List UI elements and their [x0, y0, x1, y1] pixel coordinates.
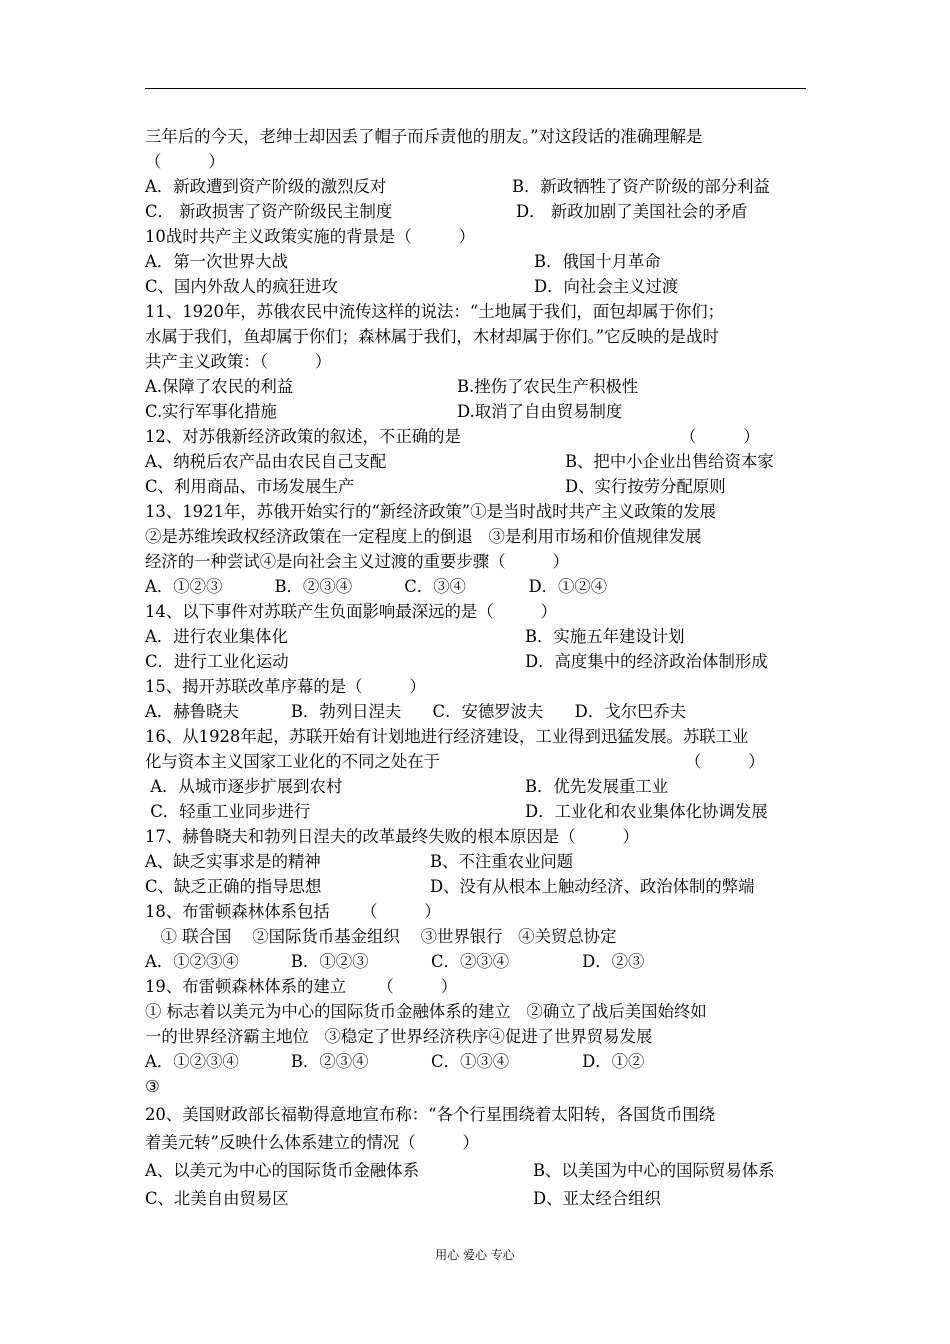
text-line: A．①②③④ B．①②③ C．②③④ D．②③: [145, 952, 645, 971]
text-line: ②是苏维埃政权经济政策在一定程度上的倒退 ③是利用市场和价值规律发展: [145, 527, 702, 546]
option-line: B、以美国为中心的国际贸易体系: [533, 1161, 775, 1180]
option-line: B.挫伤了农民生产积极性: [457, 377, 639, 396]
option-line: D.取消了自由贸易制度: [457, 402, 623, 421]
option-line: B、把中小企业出售给资本家: [565, 452, 774, 471]
page-footer: 用心 爱心 专心: [435, 1248, 515, 1262]
option-line: A．进行农业集体化: [145, 627, 288, 646]
text-line: （ ）: [145, 152, 225, 171]
text-line: ① 联合国 ②国际货币基金组织 ③世界银行 ④关贸总协定: [145, 927, 617, 946]
option-line: B．新政牺牲了资产阶级的部分利益: [512, 177, 770, 196]
text-line: 14、以下事件对苏联产生负面影响最深远的是（ ）: [145, 602, 557, 621]
text-line: ① 标志着以美元为中心的国际货币金融体系的建立 ②确立了战后美国始终如: [145, 1002, 707, 1021]
option-line: C、缺乏正确的指导思想: [145, 877, 322, 896]
text-line: 15、揭开苏联改革序幕的是（ ）: [145, 677, 426, 696]
option-line: D．高度集中的经济政治体制形成: [525, 652, 768, 671]
option-line: B．优先发展重工业: [525, 777, 669, 796]
option-line: A、纳税后农产品由农民自己支配: [145, 452, 387, 471]
text-line: ③: [145, 1077, 160, 1096]
text-line: A．①②③④ B．②③④ C．①③④ D．①②: [145, 1052, 645, 1071]
option-line: D．工业化和农业集体化协调发展: [525, 802, 768, 821]
option-line: （ ）: [685, 752, 765, 771]
text-line: 10战时共产主义政策实施的背景是（ ）: [145, 227, 475, 246]
option-line: C、北美自由贸易区: [145, 1189, 289, 1208]
text-line: 水属于我们，鱼却属于你们；森林属于我们，木材却属于你们。”它反映的是战时: [145, 327, 719, 346]
option-line: 化与资本主义国家工业化的不同之处在于: [145, 752, 441, 771]
text-line: 着美元转”反映什么体系建立的情况（ ）: [145, 1133, 479, 1152]
option-line: D、亚太经合组织: [533, 1189, 661, 1208]
option-line: A.保障了农民的利益: [145, 377, 294, 396]
option-line: C、利用商品、市场发展生产: [145, 477, 355, 496]
option-line: A．从城市逐步扩展到农村: [145, 777, 343, 796]
text-line: 共产主义政策：（ ）: [145, 352, 332, 371]
option-line: C．轻重工业同步进行: [145, 802, 311, 821]
text-line: 三年后的今天，老绅士却因丢了帽子而斥责他的朋友。”对这段话的准确理解是: [145, 127, 703, 146]
option-line: C、国内外敌人的疯狂进攻: [145, 277, 338, 296]
text-line: 一的世界经济霸主地位 ③稳定了世界经济秩序④促进了世界贸易发展: [145, 1027, 653, 1046]
option-line: A．第一次世界大战: [145, 252, 288, 271]
text-line: 经济的一种尝试④是向社会主义过渡的重要步骤（ ）: [145, 552, 569, 571]
text-line: 17、赫鲁晓夫和勃列日涅夫的改革最终失败的根本原因是（ ）: [145, 827, 639, 846]
option-line: B．实施五年建设计划: [525, 627, 685, 646]
text-line: A．①②③ B．②③④ C．③④ D．①②④: [145, 577, 608, 596]
option-line: A、缺乏实事求是的精神: [145, 852, 321, 871]
text-line: 18、布雷顿森林体系包括 （ ）: [145, 902, 441, 921]
option-line: A．新政遭到资产阶级的激烈反对: [145, 177, 387, 196]
text-line: 13、1921年，苏俄开始实行的“新经济政策”①是当时战时共产主义政策的发展: [145, 502, 717, 521]
option-line: B．俄国十月革命: [534, 252, 661, 271]
text-line: 11、1920年，苏俄农民中流传这样的说法：“土地属于我们，面包却属于你们；: [145, 302, 725, 321]
option-line: 12、对苏俄新经济政策的叙述，不正确的是: [145, 427, 461, 446]
option-line: A、以美元为中心的国际货币金融体系: [145, 1161, 420, 1180]
option-line: C.实行军事化措施: [145, 402, 277, 421]
option-line: D、没有从根本上触动经济、政治体制的弊端: [430, 877, 755, 896]
text-line: A．赫鲁晓夫 B．勃列日涅夫 C．安德罗波夫 D．戈尔巴乔夫: [145, 702, 687, 721]
option-line: D、实行按劳分配原则: [565, 477, 726, 496]
header-rule: [145, 88, 806, 89]
option-line: D．向社会主义过渡: [534, 277, 679, 296]
option-line: C． 新政损害了资产阶级民主制度: [145, 202, 393, 221]
option-line: C．进行工业化运动: [145, 652, 289, 671]
option-line: B、不注重农业问题: [430, 852, 574, 871]
option-line: （ ）: [680, 427, 760, 446]
text-line: 19、布雷顿森林体系的建立 （ ）: [145, 977, 458, 996]
option-line: D． 新政加剧了美国社会的矛盾: [516, 202, 748, 221]
text-line: 16、从1928年起，苏联开始有计划地进行经济建设，工业得到迅猛发展。苏联工业: [145, 727, 749, 746]
text-line: 20、美国财政部长福勒得意地宣布称：“各个行星围绕着太阳转，各国货币围绕: [145, 1105, 716, 1124]
